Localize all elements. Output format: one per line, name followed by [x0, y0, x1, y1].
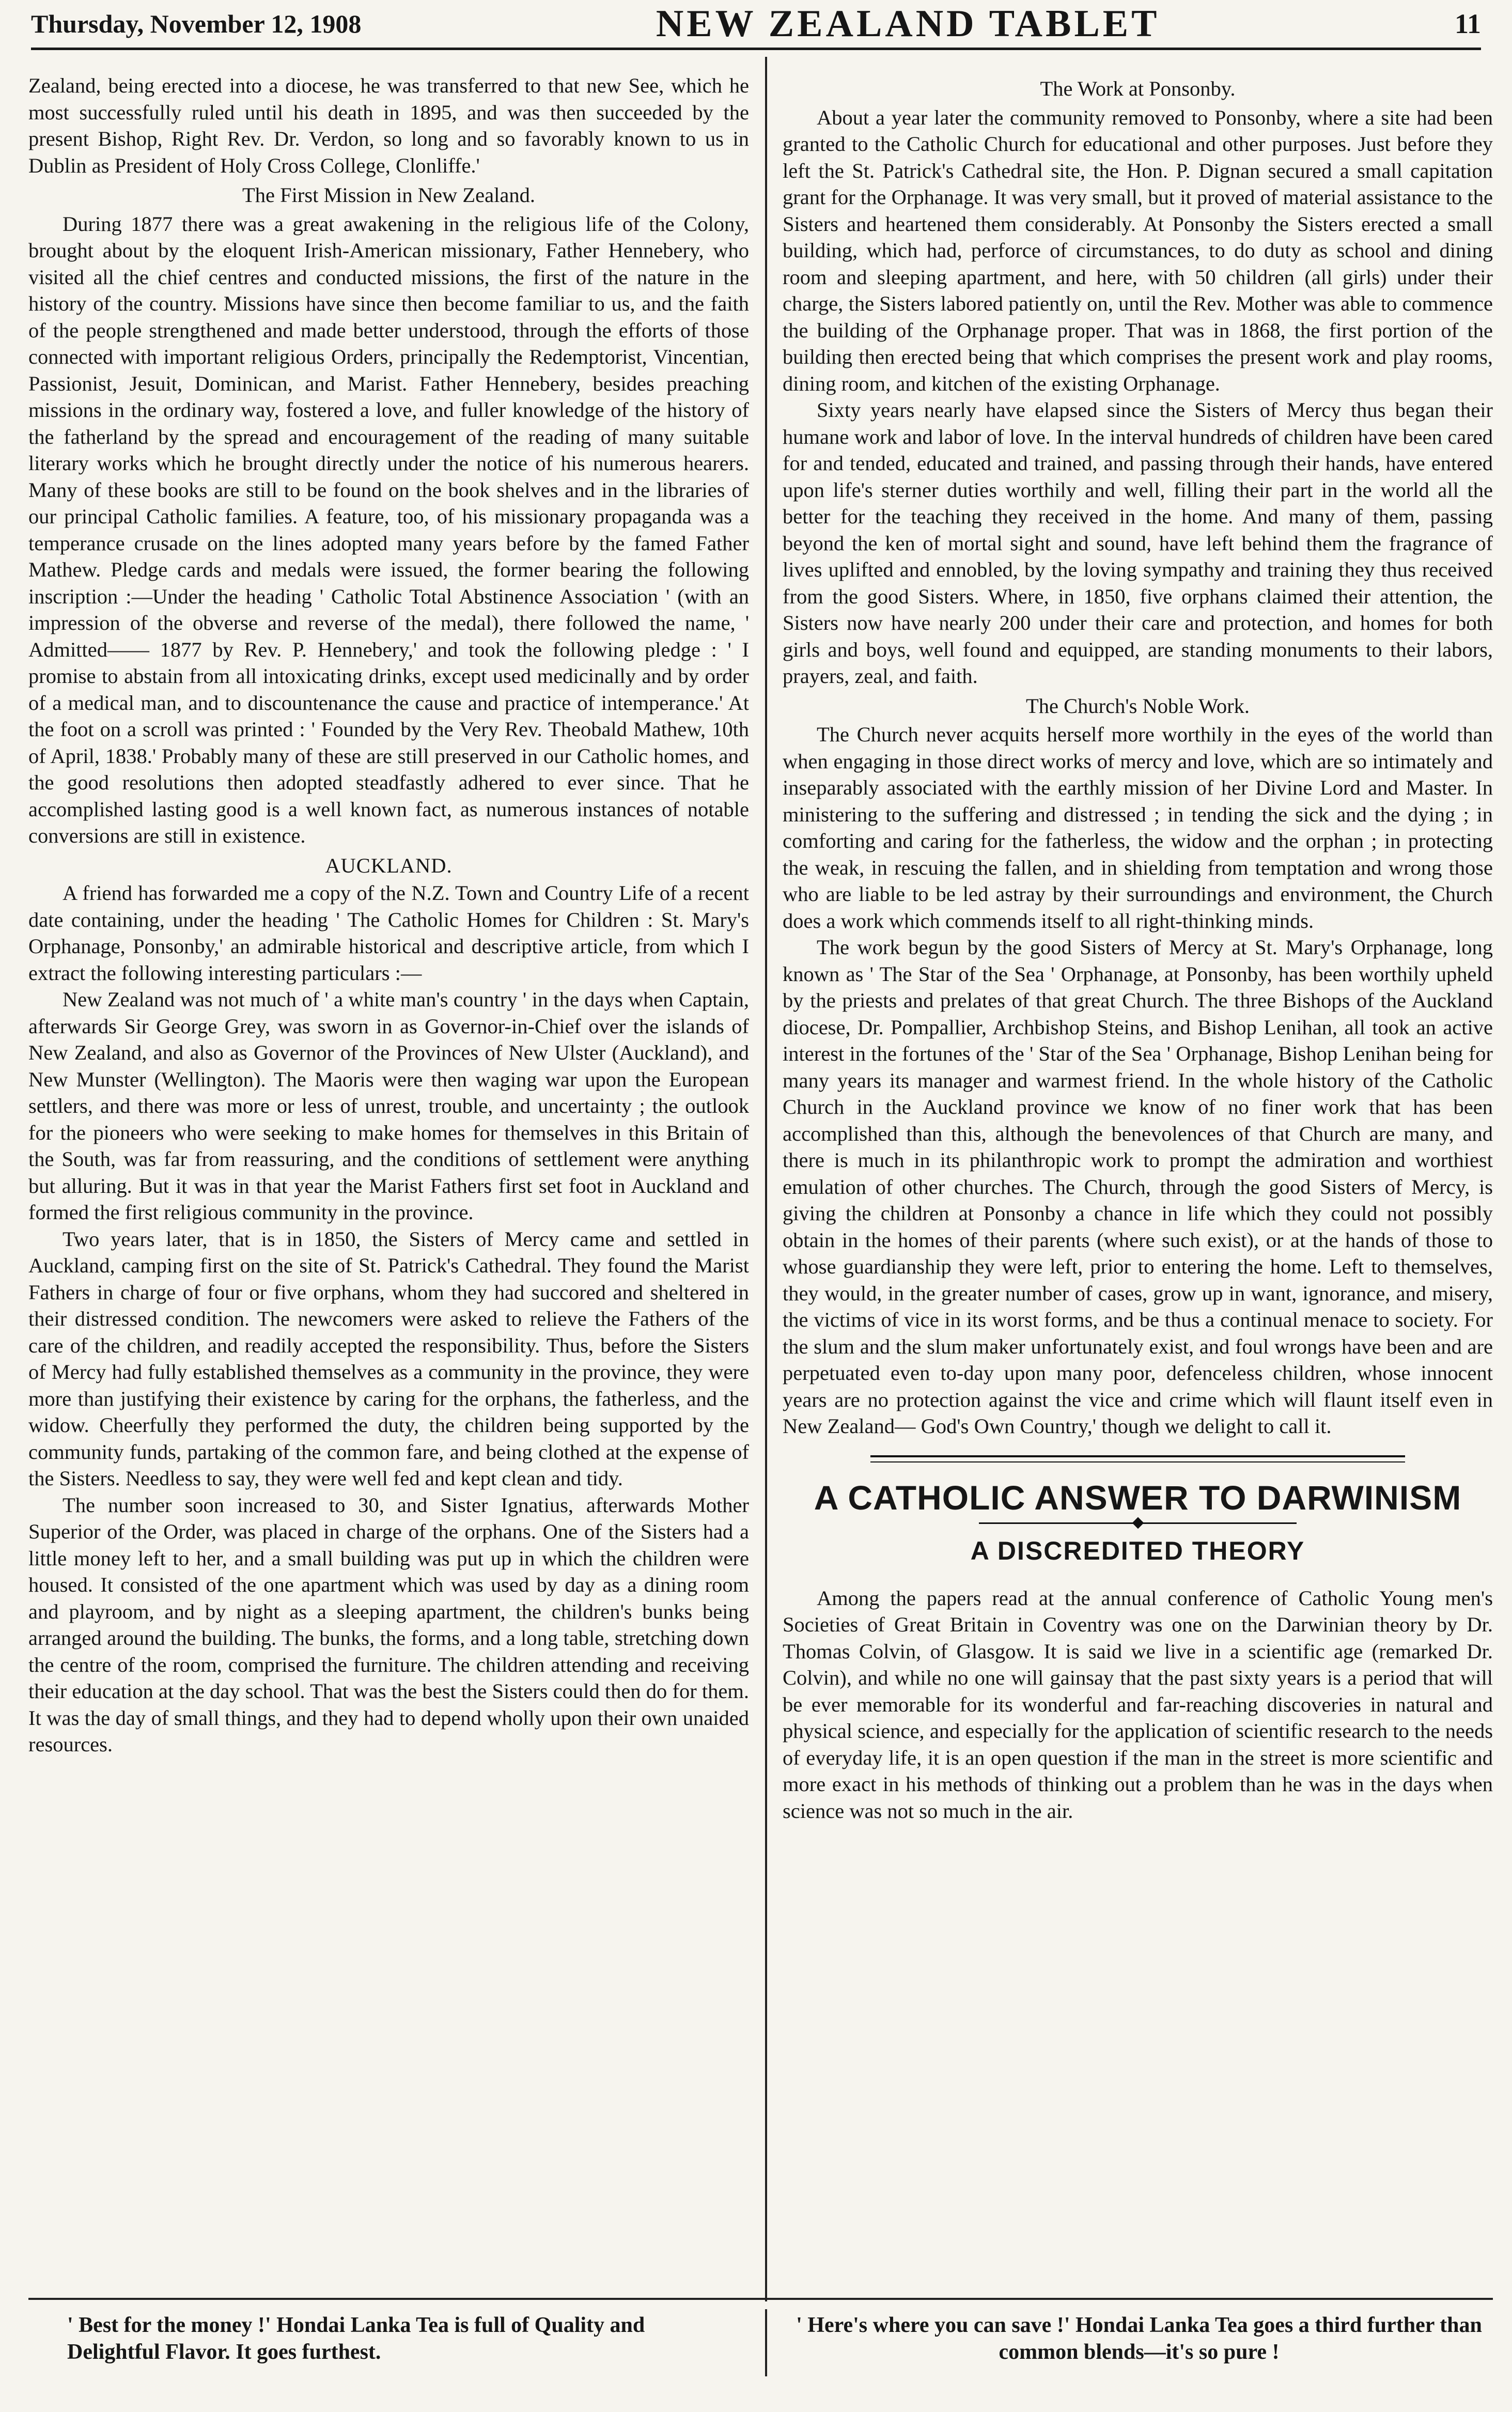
paragraph-work-begun: The work begun by the good Sisters of Mercy at St. Mary's Orphanage, long known as ' The Star of the Sea ' Orphanage, at Ponsonby, has been worthily upheld by the priests and prelates of that great Church. The three Bishops of the Auckland diocese, Dr. Pompallier, Archbishop Steins, and Bishop Lenihan, all took an active interest in the fortunes of the ' Star of the Sea ' Orphanage, Bishop Lenihan being for many years its manager and warmest friend. In the whole history of the Catholic Church in the Auckland province we know of no finer work that has been accomplished than this, although the benevolences of that Church are many, and there is much in its philanthropic work to prompt the admiration and worthiest emulation of other churches. The Church, through the good Sisters of Mercy, is giving the children at Ponsonby a chance in life which they could not possibly obtain in the homes of their parents (where such exist), or at the hands of those to whose guardianship they were left, prior to entering the home. Left to themselves, they would, in the greater number of cases, grow up in want, ignorance, and misery, the victims of vice in its worst forms, and be thus a continual menace to society. For the slum and the slum maker unfortunately exist, and foul wrongs have been and are perpetuated even to-day upon many poor, defenceless children, whose innocent years are no protection against the vice and crime which will flaunt itself even in New Zealand— God's Own Country,' though we delight to call it. — [783, 936, 1493, 1438]
article-subtitle: A DISCREDITED THEORY — [970, 1536, 1305, 1565]
heading-work-ponsonby: The Work at Ponsonby. — [1040, 77, 1236, 100]
article-title: A CATHOLIC ANSWER TO DARWINISM — [814, 1478, 1462, 1517]
masthead — [31, 0, 1481, 50]
footer-rule — [28, 2298, 1493, 2300]
left-column — [28, 72, 749, 2294]
paragraph-darwinism: Among the papers read at the annual conference of Catholic Young men's Societies of Great Britain in Coventry was one on the Darwinian theory by Dr. Thomas Colvin, of Glasgow. It is said we live in a scientific age (remarked Dr. Colvin), and while no one will gainsay that the past sixty years is a period that will be ever memorable for its wonderful and far-reaching discoveries in natural and physical science, and especially for the application of scientific research to the needs of everyday life, it is an open question if the man in the street is more scientific and more exact in his methods of thinking out a problem than he was in the days when science was not so much in the air. — [783, 1586, 1493, 1823]
paragraph-year-later: About a year later the community removed to Ponsonby, where a site had been granted to the Catholic Church for educational and other purposes. Just before they left the St. Patrick's Cathedral site, the Hon. P. Dignan secured a small capitation grant for the Orphanage. It was very small, but it proved of material assistance to the Sisters and heartened them considerably. At Ponsonby the Sisters erected a small building, which had, perforce of circumstances, to do duty as school and dining room and sleeping apartment, and here, with 50 children (all girls) under their charge, the Sisters labored patiently on, until the Rev. Mother was able to commence the building of the Orphanage proper. That was in 1868, the first portion of the building then erected being that which comprises the present work and play rooms, dining room, and kitchen of the existing Orphanage. — [783, 105, 1493, 395]
publication-title: NEW ZEALAND TABLET — [656, 2, 1160, 45]
diamond-icon — [1132, 1517, 1144, 1529]
paragraph-new-zealand: New Zealand was not much of ' a white man's country ' in the days when Captain, afterwards Sir George Grey, was sworn in as Governor-in-Chief over the islands of New Zealand, and also as Governor of the Provinces of New Ulster (Auckland), and New Munster (Wellington). The Maoris were then waging war upon the European settlers, and there was more or less of unrest, trouble, and uncertainty ; the outlook for the pioneers who were seeking to make homes for themselves in this Britain of the South, was far from reassuring, and the conditions of settlement were anything but alluring. But it was in that year the Marist Fathers first set foot in Auckland and formed the first religious community in the province. — [28, 988, 749, 1224]
paragraph-number: The number soon increased to 30, and Sister Ignatius, afterwards Mother Superior of the Order, was placed in charge of the orphans. One of the Sisters had a little money left to her, and a small building was put up in which the children were housed. It consisted of the one apartment which was used by day as a dining room and playroom, and by night as a sleeping apartment, the children's bunks being arranged around the building. The bunks, the forms, and a long table, stretching down the centre of the room, comprised the furniture. The children attending and receiving their education at the day school. That was the best the Sisters could then do for them. It was the day of small things, and they had to depend wholly upon their own unaided resources. — [28, 1493, 749, 1756]
heading-noble-work: The Church's Noble Work. — [1026, 694, 1250, 718]
section-separator — [870, 1455, 1405, 1462]
paragraph-sixty-years: Sixty years nearly have elapsed since the Sisters of Mercy thus began their humane work and labor of love. In the interval hundreds of children have been cared for and tended, educated and trained, and passing through their hands, have entered upon life's sterner duties worthily and well, filling their part in the world all the better for the teaching they received in the home. And many of them, passing beyond the ken of mortal sight and sound, have left behind them the fragrance of lives uplifted and ennobled, by the loving sympathy and training they thus received from the good Sisters. Where, in 1850, five orphans claimed their attention, the Sisters now have nearly 200 under their care and protection, and homes for both girls and boys, well found and equipped, are standing monuments to their labors, prayers, zeal, and faith. — [783, 398, 1493, 688]
paragraph-mission: During 1877 there was a great awakening in the religious life of the Colony, brought about by the eloquent Irish-American missionary, Father Hennebery, who visited all the chief centres and conducted missions, the first of the nature in the history of the country. Missions have since then become familiar to us, and the faith of the people strengthened and made better understood, through the efforts of those connected with important religious Orders, principally the Redemptorist, Vincentian, Passionist, Jesuit, Dominican, and Marist. Father Hennebery, besides preaching missions in the ordinary way, fostered a love, and fuller knowledge of the history of the fatherland by the spread and encouragement of the reading of many suitable literary works which he brought directly under the notice of his numerous hearers. Many of these books are still to be found on the book shelves and in the libraries of our principal Catholic families. A feature, too, of his missionary propaganda was a temperance crusade on the lines adopted many years before by the famed Father Mathew. Pledge cards and medals were issued, the former bearing the following inscription :—Under the heading ' Catholic Total Abstinence Association ' (with an impression of the obverse and reverse of the medal), there followed the name, ' Admitted—— 1877 by Rev. P. Hennebery,' and took the following pledge : ' I promise to abstain from all intoxicating drinks, except used medicinally and by order of a medical man, and to discountenance the cause and practice of intemperance.' At the foot on a scroll was printed : ' Founded by the Very Rev. Theobald Mathew, 10th of April, 1838.' Probably many of these are still preserved in our Catholic homes, and the good resolutions then adopted steadfastly adhered to ever since. That he accomplished lasting good is a well known fact, as numerous instances of notable conversions are still in existence. — [28, 212, 749, 847]
paragraph-intro: Zealand, being erected into a diocese, he was transferred to that new See, which he most successfully ruled until his death in 1895, and was then succeeded by the present Bishop, Right Rev. Dr. Verdon, so long and so favorably known to us in Dublin as President of Holy Cross College, Clonliffe.' — [28, 74, 749, 177]
paragraph-two-years: Two years later, that is in 1850, the Sisters of Mercy came and settled in Auckland, camping first on the site of St. Patrick's Cathedral. They found the Marist Fathers in charge of four or five orphans, whom they had succored and sheltered in their distressed condition. The newcomers were asked to relieve the Fathers of the care of the children, and readily accepted the responsibility. Thus, before the Sisters of Mercy had fully established themselves as a community in the province, they were more than justifying their existence by caring for the orphans, the fatherless, and the widow. Cheerfully they performed the duty, the children being supported by the community funds, partaking of the common fare, and being clothed at the expense of the Sisters. Needless to say, they were well fed and kept clean and tidy. — [28, 1227, 749, 1490]
advertisement-left: ' Best for the money !' Hondai Lanka Tea is full of Quality and Delightful Flavor. It goes furthest. — [67, 2313, 645, 2364]
paragraph-church: The Church never acquits herself more worthily in the eyes of the world than when engaging in those direct works of mercy and love, which are so intimately and inseparably associated with the earthly mission of her Divine Lord and Master. In ministering to the suffering and distressed ; in tending the sick and the dying ; in comforting and caring for the fatherless, the widow and the orphan ; in protecting the weak, in rescuing the fallen, and in shielding from temptation and wrong those who are liable to be led astray by their surroundings and environment, the Church does a work which commends itself to all right-thinking minds. — [783, 723, 1493, 932]
heading-auckland: AUCKLAND. — [325, 853, 453, 877]
diamond-ornament-rule — [979, 1522, 1297, 1526]
page-number: 11 — [1454, 8, 1481, 39]
right-column — [783, 72, 1493, 2294]
paragraph-friend: A friend has forwarded me a copy of the N.Z. Town and Country Life of a recent date containing, under the heading ' The Catholic Homes for Children : St. Mary's Orphanage, Ponsonby,' an admirable historical and descriptive article, from which I extract the following interesting particulars :— — [28, 881, 749, 985]
issue-date: Thursday, November 12, 1908 — [31, 9, 362, 38]
column-divider — [765, 57, 767, 2301]
heading-first-mission: The First Mission in New Zealand. — [242, 183, 535, 207]
advertisement-right: ' Here's where you can save !' Hondai Lanka Tea goes a third further than common blends—it's so pure ! — [796, 2313, 1482, 2364]
footer-divider — [765, 2309, 767, 2376]
